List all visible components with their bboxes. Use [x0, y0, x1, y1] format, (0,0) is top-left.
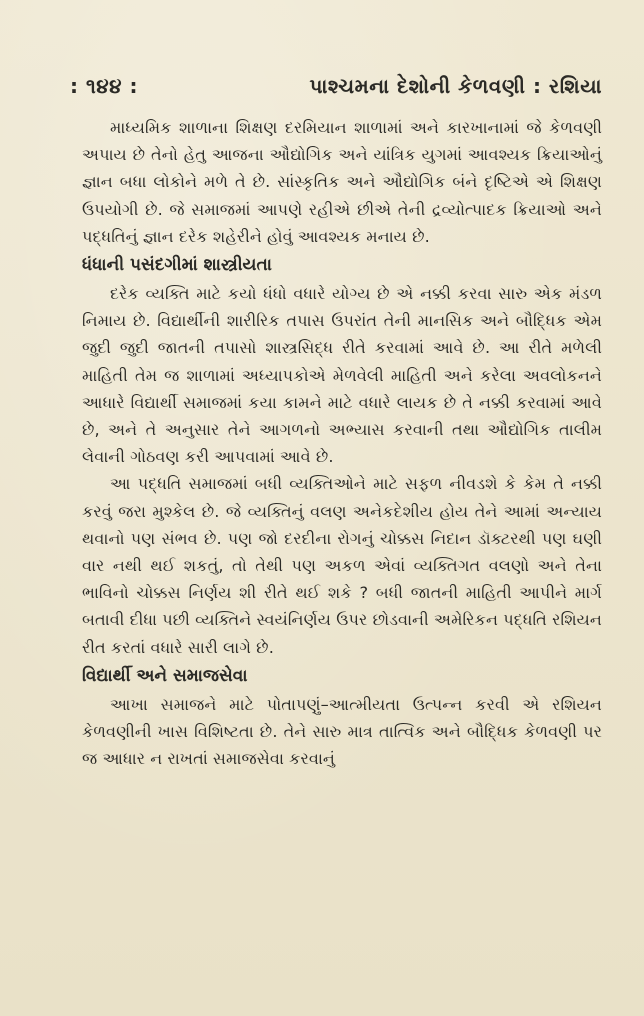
paragraph-2: દરેક વ્યક્તિ માટે કયો ધંધો વધારે યોગ્ય છે એ નક્કી કરવા સારુ એક મંડળ નિમાય છે. વિદ્યાર્થીની શારીરિક તપાસ ઉપરાંત તેની માનસિક અને બૌદ્ધિક એમ જુદી જુદી જાતની તપાસો શાસ્ત્રસિદ્ધ રીતે કરવામાં આવે છે. આ રીતે મળેલી માહિતી તેમ જ શાળામાં અધ્યાપકોએ મેળવેલી માહિતી અને કરેલા અવલોકનને આધારે વિદ્યાર્થી સમાજમાં કયા કામને માટે વધારે લાયક છે તે નક્કી કરવામાં આવે છે, અને તે અનુસાર તેને આગળનો અભ્યાસ કરવાની તથા ઔદ્યોગિક તાલીમ લેવાની ગોઠવણ કરી આપવામાં આવે છે. [82, 284, 602, 467]
section-heading-2: વિદ્યાર્થી અને સમાજસેવા [82, 665, 248, 686]
running-title: પાશ્ચમના દેશોની કેળવણી : રશિયા [309, 74, 602, 98]
paragraph-1: માધ્યમિક શાળાના શિક્ષણ દરમિયાન શાળામાં અને કારખાનામાં જે કેળવણી અપાય છે તેનો હેતુ આજના ઔદ્યોગિક અને યાંત્રિક યુગમાં આવશ્યક ક્રિયાઓનું જ્ઞાન બધા લોકોને મળે તે છે. સાંસ્કૃતિક અને ઔદ્યોગિક બંને દૃષ્ટિએ એ શિક્ષણ ઉપયોગી છે. જે સમાજમાં આપણે રહીએ છીએ તેની દ્રવ્યોત્પાદક ક્રિયાઓ અને પદ્ધતિનું જ્ઞાન દરેક શહેરીને હોવું આવશ્યક મનાય છે. [82, 118, 602, 246]
page-header [70, 74, 602, 98]
page-number: : ૧૪૪ : [70, 74, 139, 98]
paragraph-3: આ પદ્ધતિ સમાજમાં બધી વ્યક્તિઓને માટે સફળ નીવડશે કે કેમ તે નક્કી કરવું જરા મુશ્કેલ છે. જે વ્યક્તિનું વલણ અનેકદેશીય હોય તેને આમાં અન્યાય થવાનો પણ સંભવ છે. પણ જો દરદીના રોગનું ચોક્કસ નિદાન ડૉક્ટરથી પણ ઘણી વાર નથી થઈ શકતું, તો તેથી પણ અકળ એવાં વ્યક્તિગત વલણો અને તેના ભાવિનો ચોક્કસ નિર્ણય શી રીતે થઈ શકે ? બધી જાતની માહિતી આપીને માર્ગ બતાવી દીધા પછી વ્યક્તિને સ્વયંનિર્ણય ઉપર છોડવાની અમેરિકન પદ્ધતિ રશિયન રીત કરતાં વધારે સારી લાગે છે. [82, 474, 602, 657]
paragraph-4: આખા સમાજને માટે પોતાપણું–આત્મીયતા ઉત્પન્ન કરવી એ રશિયન કેળવણીની ખાસ વિશિષ્ટતા છે. તેને સારુ માત્ર તાત્વિક અને બૌદ્ધિક કેળવણી પર જ આધાર ન રાખતાં સમાજસેવા કરવાનું [82, 694, 602, 769]
section-heading-1: ધંધાની પસંદગીમાં શાસ્ત્રીયતા [82, 255, 272, 276]
